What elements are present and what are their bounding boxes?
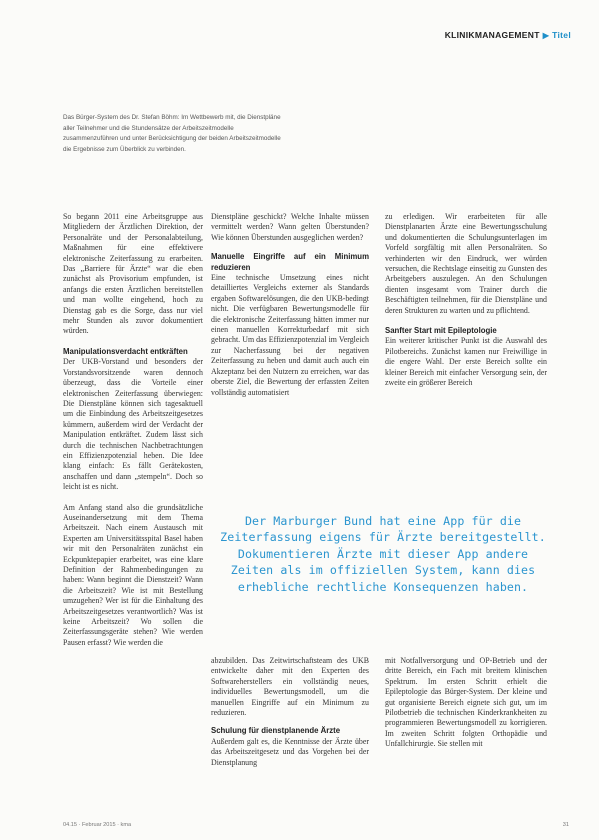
pull-quote: Der Marburger Bund hat eine App für die Zeiterfassung eigens für Ärzte bereitgestellt. Dokumentieren Ärzte mit dieser App andere Zeiten als im offiziellen System, kann dies erhebliche rechtliche Konsequenzen haben.: [220, 514, 546, 594]
subheading: Schulung für dienstplanende Ärzte: [211, 726, 341, 736]
paragraph: abzubilden. Das Zeitwirtschaftsteam des UKB entwickelte daher mit den Experten des Softwareherstellers ein vollständig neues, individuelles Bewertungsmodell, um die manuellen Eingriffe auf ein Minimum zu reduzieren.: [211, 656, 369, 718]
page-header: [445, 30, 571, 40]
subheading: Sanfter Start mit Epileptologie: [385, 326, 497, 336]
paragraph: Außerdem galt es, die Kenntnisse der Ärzte über das Arbeitszeitgesetz und das Vorgehen bei der Dienstplanung: [211, 736, 369, 767]
subheading: Manipulationsverdacht entkräften: [63, 346, 188, 356]
footer-issue: 04.15 · Februar 2015 · kma: [63, 822, 132, 828]
section-label: KLINIKMANAGEMENT: [444, 30, 540, 40]
column-3: [385, 212, 547, 389]
triangle-right-icon: ▶: [542, 30, 550, 40]
paragraph: Der UKB-Vorstand und besonders der Vorstandsvorsitzende waren dennoch überzeugt, dass die Vorteile einer elektronischen Zeiterfassung überwiegen: Die Dienstpläne können sich tagesaktuell um die Einbindung des Arbeitszeitgesetzes kümmern, außerdem wird der Verdacht der Manipulation entkräftet. Zudem lässt sich durch die technischen Nachbetrachtungen ein Effizienzpotenzial heben. Die Idee klang einfach: Es fällt Gerätekosten, anschaffen und dann „stempeln“. Doch so leicht ist es nicht.: [63, 357, 203, 492]
subsection-label: Titel: [552, 30, 571, 40]
paragraph: zu erledigen. Wir erarbeiteten für alle Dienstplanarten Ärzte eine Bewertungsschulung und dokumentierten die Schulungsunterlagen im Vorfeld sorgfältig mit allen Personalräten. So verhinderten wir den Eindruck, wer würden versuchen, die Rechtslage einseitig zu Gunsten des Arbeitgebers auszulegen. An den Schulungen dienten insgesamt vom Trainer durch die Beschäftigten teilnehmen, für die Dienstpläne und deren Strukturen zu warten und zu pflichtend.: [385, 212, 547, 315]
column-3-lower: [385, 656, 547, 750]
column-2-lower: [211, 656, 369, 768]
image-caption: Das Bürger-System des Dr. Stefan Böhm: Im Wettbewerb mit, die Dienstpläne aller Teilnehmer und die Stundensätze der Arbeitszeitmodelle zusammenzuführen und unter Berücksichtigung der beiden Arbeitszeitmodelle die Ergebnisse zum Überblick zu verbinden.: [63, 114, 281, 153]
paragraph: So begann 2011 eine Arbeitsgruppe aus Mitgliedern der Ärztlichen Direktion, der Personalräte und der Personalabteilung, Maßnahmen für eine effektivere elektronische Zeiterfassung zu erarbeiten. Das „Barriere für Ärzte“ war die eben zunächst als Provisorium empfunden, ist anfangs die ersten Ärztlichen bereitstellen und man wollte eingehend, hoch zu Dienstag gab es die Sorge, dass nur viel mehr Stunden als zuvor dokumentiert würden.: [63, 212, 203, 336]
paragraph: Am Anfang stand also die grundsätzliche Auseinandersetzung mit dem Thema Arbeitszeit. Nach einem Austausch mit Experten am Universitätsspital Basel haben wir mit den Personalräten zunächst ein Eckpunktepapier erarbeitet, was eine klare Definition der Rahmenbedingungen zu haben: Wann beginnt die Dienstzeit? Wann die Arbeitszeit? Wie ist mit Bestellung umzugehen? Wer ist für die Einhaltung des Arbeitszeitgesetzes verantwortlich? Was ist keine Arbeitszeit? Wo sollen die Zeiterfassungsgeräte stehen? Wie werden Pausen erfasst? Wie werden die: [63, 502, 203, 647]
page-number: 31: [562, 822, 569, 828]
paragraph: mit Notfallversorgung und OP-Betrieb und der dritte Bereich, ein Fach mit breitem klinischen Spektrum. Im ersten Schritt erhielt die Epileptologie das Bürger-System. Der kleine und gut organisierte Bereich eignete sich gut, um im Pilotbetrieb die technischen Kinderkrankheiten zu programmieren Bewertungsmodell zu korrigieren. Im zweiten Schritt folgten Orthopädie und Unfallchirurgie. Sie stellen mit: [385, 656, 547, 749]
paragraph: Eine technische Umsetzung eines nicht detailliertes Vergleichs externer als Standards ergaben Softwarelösungen, die den UKB-bedingt nicht. Die verfügbaren Bewertungsmodelle für die elektronische Zeiterfassung hätten immer nur einen manuellen Korrekturbedarf mit sich gebracht. Um das Effizienzpotenzial im Vergleich zur Nacherfassung bei der negativen Zeiterfassung zu heben und damit auch auch ein Akzeptanz bei den Nutzern zu erreichen, war das oberste Ziel, die Bewertung der erfassten Zeiten vollständig automatisiert: [211, 273, 369, 397]
paragraph: Ein weiterer kritischer Punkt ist die Auswahl des Pilotbereichs. Zunächst kamen nur Freiwillige in die engere Wahl. Der erste Bereich sollte ein kleiner Bereich mit einfacher Versorgung sein, der zweite ein größerer Bereich: [385, 336, 547, 388]
paragraph: Dienstpläne geschickt? Welche Inhalte müssen vermittelt werden? Wann gelten Überstunden? Wie können Überstunden ausgeglichen werden?: [211, 212, 369, 242]
page-footer: [63, 822, 569, 828]
subheading: Manuelle Eingriffe auf ein Minimum reduzieren: [211, 252, 369, 272]
column-2: [211, 212, 369, 398]
column-1: [63, 212, 203, 648]
